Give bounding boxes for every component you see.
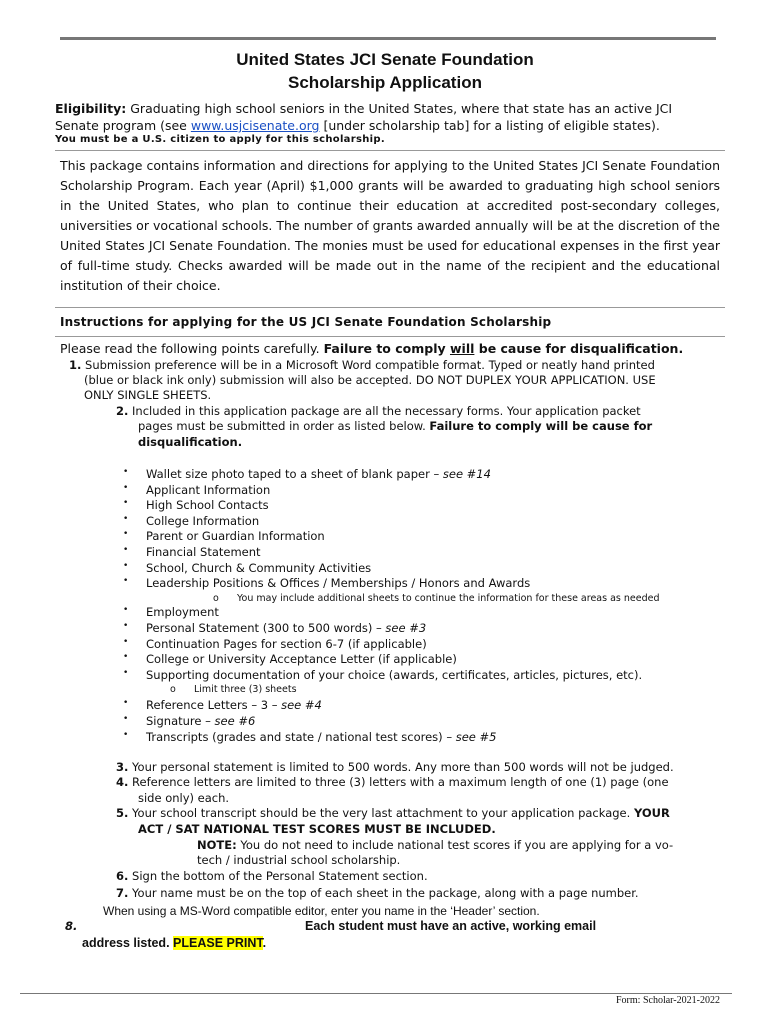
list-item-ref: see #6 [214,714,256,728]
item-1-line-2: (blue or black ink only) submission will also be accepted. DO NOT DUPLEX YOUR APPLICATION. USE [84,373,656,387]
item-1 [69,358,655,374]
bullet-icon: • [123,714,129,724]
item-text: Reference letters are limited to three (3) letters with a maximum length of one (1) page (one [128,775,669,789]
list-item-text: Transcripts (grades and state / national test scores) – [146,730,456,744]
list-item-text: Financial Statement [146,545,261,559]
item-5 [116,806,670,822]
list-item-ref: see #4 [281,698,322,712]
list-item-text: Applicant Information [146,483,271,497]
item-text: Included in this application package are all the necessary forms. Your application packet [128,404,641,418]
note-line-2: tech / industrial school scholarship. [197,853,401,867]
list-item-ref: see #5 [455,730,497,744]
divider [55,336,725,337]
eligibility-text: Graduating high school seniors in the United States, where that state has an active JCI Senate program (see [55,101,673,133]
item-text: Sign the bottom of the Personal Statement section. [128,869,428,883]
divider [55,307,725,308]
sub-list-item-text: You may include additional sheets to continue the information for these areas as needed [237,593,660,604]
sub-list-item [213,593,660,604]
list-item-text: School, Church & Community Activities [146,561,372,575]
item-2-line-2 [138,419,652,435]
list-item-text: Leadership Positions & Offices / Memberships / Honors and Awards [146,576,531,590]
note-text: You do not need to include national test scores if you are applying for a vo- [236,838,674,852]
item-text: Your name must be on the top of each sheet in the package, along with a page number. [128,886,639,900]
list-item-ref: see #3 [385,621,427,635]
list-item-text: Wallet size photo taped to a sheet of blank paper – [146,467,443,481]
top-rule [60,37,716,40]
sub-list-item-text: Limit three (3) sheets [194,684,297,695]
warning-will: will [449,341,475,356]
list-item-ref: see #14 [442,467,491,481]
eligibility-paragraph [55,100,715,134]
list-item-text: Reference Letters – 3 – [146,698,282,712]
bullet-icon: • [123,621,129,631]
item-number: 4. [116,775,129,789]
bullet-icon: • [123,652,129,662]
list-item-text: Signature – [146,714,215,728]
item-7-extra: When using a MS-Word compatible editor, enter you name in the ‘Header’ section. [103,904,540,918]
item-text: Your personal statement is limited to 500 words. Any more than 500 words will not be judged. [128,760,674,774]
bullet-icon: • [123,576,129,586]
note-label: NOTE: [197,838,237,852]
page-title: United States JCI Senate Foundation [236,50,534,69]
item-8-number [65,919,77,935]
item-4 [116,775,669,791]
item-emphasis: YOUR [633,806,670,820]
list-item-text: Personal Statement (300 to 500 words) – [146,621,386,635]
please-text: Please read the following points carefully. [60,341,324,356]
sub-bullet-icon: o [213,593,219,604]
bullet-icon: • [123,467,129,477]
item-number: 5. [116,806,129,820]
warning-a: Failure to comply [323,341,450,356]
list-item-text: Parent or Guardian Information [146,529,325,543]
item-3 [116,760,674,776]
form-number: Form: Scholar-2021-2022 [616,995,720,1006]
note [197,838,673,854]
read-carefully-line [60,341,683,356]
citizenship-requirement: You must be a U.S. citizen to apply for this scholarship. [55,134,385,145]
instructions-heading: Instructions for applying for the US JCI Senate Foundation Scholarship [60,315,552,329]
bullet-icon: • [123,545,129,555]
bullet-icon: • [123,514,129,524]
bullet-icon: • [123,668,129,678]
item-text: pages must be submitted in order as listed below. [138,419,430,433]
item-text: Submission preference will be in a Microsoft Word compatible format. Typed or neatly hand printed [81,358,655,372]
list-item-text: High School Contacts [146,498,269,512]
intro-paragraph: This package contains information and directions for applying to the United States JCI Senate Foundation Scholarship Program. Each year (April) $1,000 grants will be awarded to graduating high school seniors in the United States, who plan to continue their education at accredited post-secondary colleges, universities or vocational schools. The number of grants awarded annually will be at the discretion of the United States JCI Senate Foundation. The monies must be used for educational expenses in the first year of full-time study. Checks awarded will be made out in the name of the recipient and the educational institution of their choice. [60,158,720,293]
item-8-line-2 [82,936,266,952]
divider [55,150,725,151]
page-subtitle: Scholarship Application [288,73,482,92]
bullet-icon: • [123,698,129,708]
list-item-text: Supporting documentation of your choice (awards, certificates, articles, pictures, etc). [146,668,643,682]
item-8: Each student must have an active, working email [305,919,597,933]
item-number: 6. [116,869,129,883]
warning-b: be cause for disqualification. [474,341,684,356]
item-6 [116,869,428,885]
item-text-period: . [262,936,267,950]
item-4-line-2: side only) each. [138,791,230,805]
please-print-highlight: PLEASE PRINT [173,936,263,950]
item-2 [116,404,641,420]
bullet-icon: • [123,529,129,539]
item-text: Your school transcript should be the very last attachment to your application package. [128,806,634,820]
item-number: 8. [65,919,78,933]
item-text: address listed. [82,936,170,950]
bullet-icon: • [123,730,129,740]
website-link[interactable]: www.usjcisenate.org [190,118,320,133]
list-item-text: Continuation Pages for section 6-7 (if applicable) [146,637,427,651]
item-warning: Failure to comply will be cause for [429,419,653,433]
bullet-icon: • [123,498,129,508]
item-7 [116,886,639,902]
item-number: 3. [116,760,129,774]
eligibility-label: Eligibility: [55,101,127,116]
bullet-icon: • [123,637,129,647]
item-5-line-2: ACT / SAT NATIONAL TEST SCORES MUST BE INCLUDED. [138,822,496,836]
item-number: 2. [116,404,129,418]
sub-list-item [170,684,297,695]
sub-bullet-icon: o [170,684,176,695]
bullet-icon: • [123,561,129,571]
list-item-text: College or University Acceptance Letter (if applicable) [146,652,457,666]
footer-rule [20,993,732,994]
item-1-line-3: ONLY SINGLE SHEETS. [84,388,212,402]
item-number: 7. [116,886,129,900]
list-item-text: College Information [146,514,260,528]
bullet-icon: • [123,483,129,493]
eligibility-text-2: [under scholarship tab] for a listing of eligible states). [319,118,660,133]
item-number: 1. [69,358,82,372]
list-item-text: Employment [146,605,219,619]
bullet-icon: • [123,605,129,615]
item-2-line-3: disqualification. [138,435,243,449]
